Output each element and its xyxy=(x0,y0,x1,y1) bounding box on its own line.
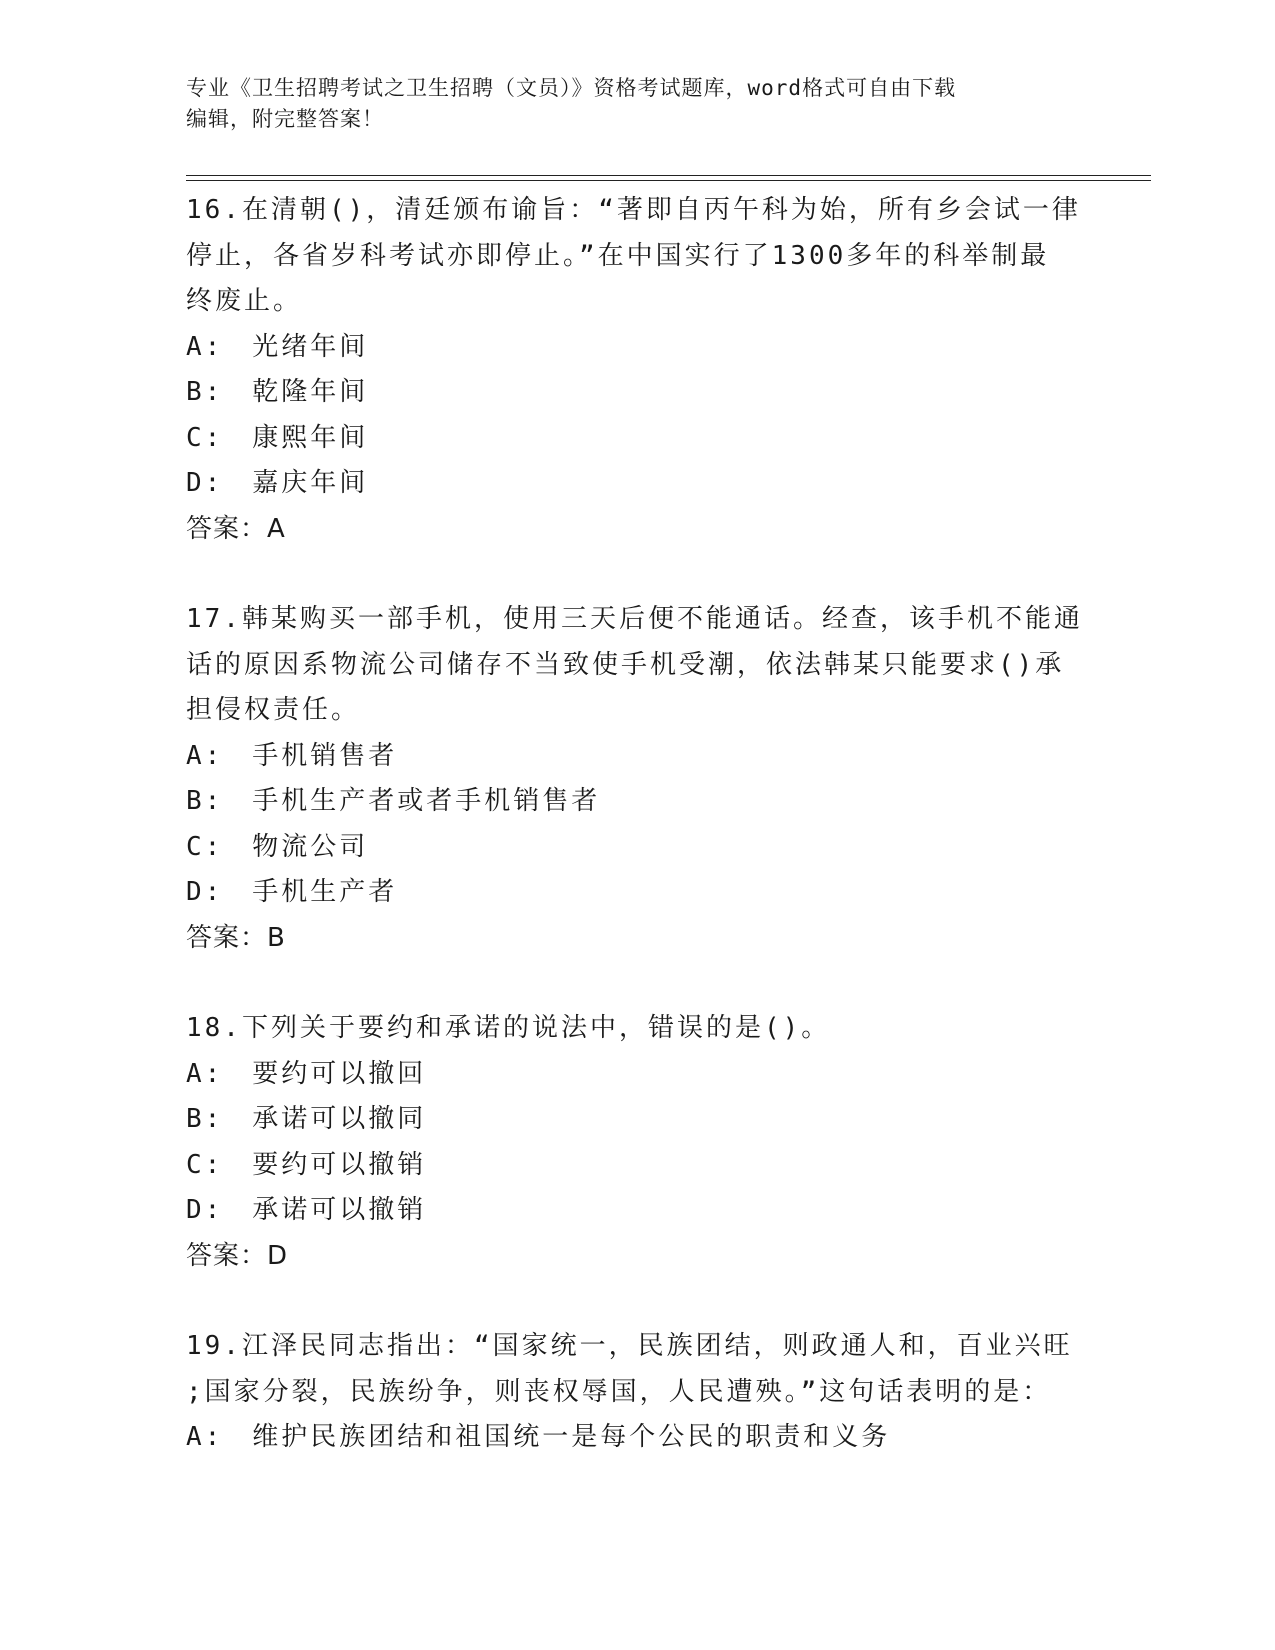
option-b: B: 承诺可以撤同 xyxy=(186,1104,427,1134)
option-d: D: 嘉庆年间 xyxy=(186,468,369,498)
question-stem-line: 停止，各省岁科考试亦即停止。”在中国实行了1300多年的科举制最 xyxy=(186,240,1050,271)
option-d: D: 承诺可以撤销 xyxy=(186,1195,427,1225)
question-stem-line: 18.下列关于要约和承诺的说法中，错误的是()。 xyxy=(186,1013,831,1043)
question-stem-line: ;国家分裂，民族纷争，则丧权辱国，人民遭殃。”这句话表明的是： xyxy=(186,1376,1052,1407)
header-line-2: 编辑，附完整答案！ xyxy=(186,107,384,131)
question-stem-line: 16.在清朝()，清廷颁布谕旨：“著即自丙午科为始，所有乡会试一律 xyxy=(186,195,1081,225)
option-c: C: 康熙年间 xyxy=(186,422,369,453)
question-list xyxy=(186,188,1086,1461)
question-stem-line: 话的原因系物流公司储存不当致使手机受潮，依法韩某只能要求()承 xyxy=(186,649,1065,680)
option-b: B: 手机生产者或者手机销售者 xyxy=(186,786,601,816)
header-line-1: 专业《卫生招聘考试之卫生招聘（文员）》资格考试题库，word格式可自由下载 xyxy=(186,76,957,100)
option-c: C: 要约可以撤销 xyxy=(186,1149,427,1180)
option-a: A: 手机销售者 xyxy=(186,740,398,771)
question-19 xyxy=(186,1324,1086,1461)
answer-line: 答案：D xyxy=(186,1240,289,1271)
option-d: D: 手机生产者 xyxy=(186,877,398,907)
question-stem-line: 担侵权责任。 xyxy=(186,695,361,725)
question-stem-line: 终废止。 xyxy=(186,286,303,316)
document-header xyxy=(186,73,1086,135)
question-stem-line: 17.韩某购买一部手机，使用三天后便不能通话。经查，该手机不能通 xyxy=(186,604,1083,634)
answer-line: 答案：B xyxy=(186,922,286,953)
question-17 xyxy=(186,597,1086,961)
option-c: C: 物流公司 xyxy=(186,831,369,862)
option-b: B: 乾隆年间 xyxy=(186,377,369,407)
option-a: A: 要约可以撤回 xyxy=(186,1058,427,1089)
question-18 xyxy=(186,1006,1086,1279)
question-stem-line: 19.江泽民同志指出：“国家统一，民族团结，则政通人和，百业兴旺 xyxy=(186,1331,1073,1361)
option-a: A: 光绪年间 xyxy=(186,331,369,362)
answer-line: 答案：A xyxy=(186,513,286,544)
header-rule-bottom xyxy=(186,180,1151,181)
header-rule-top xyxy=(186,175,1151,176)
question-16 xyxy=(186,188,1086,552)
option-a: A: 维护民族团结和祖国统一是每个公民的职责和义务 xyxy=(186,1422,891,1452)
